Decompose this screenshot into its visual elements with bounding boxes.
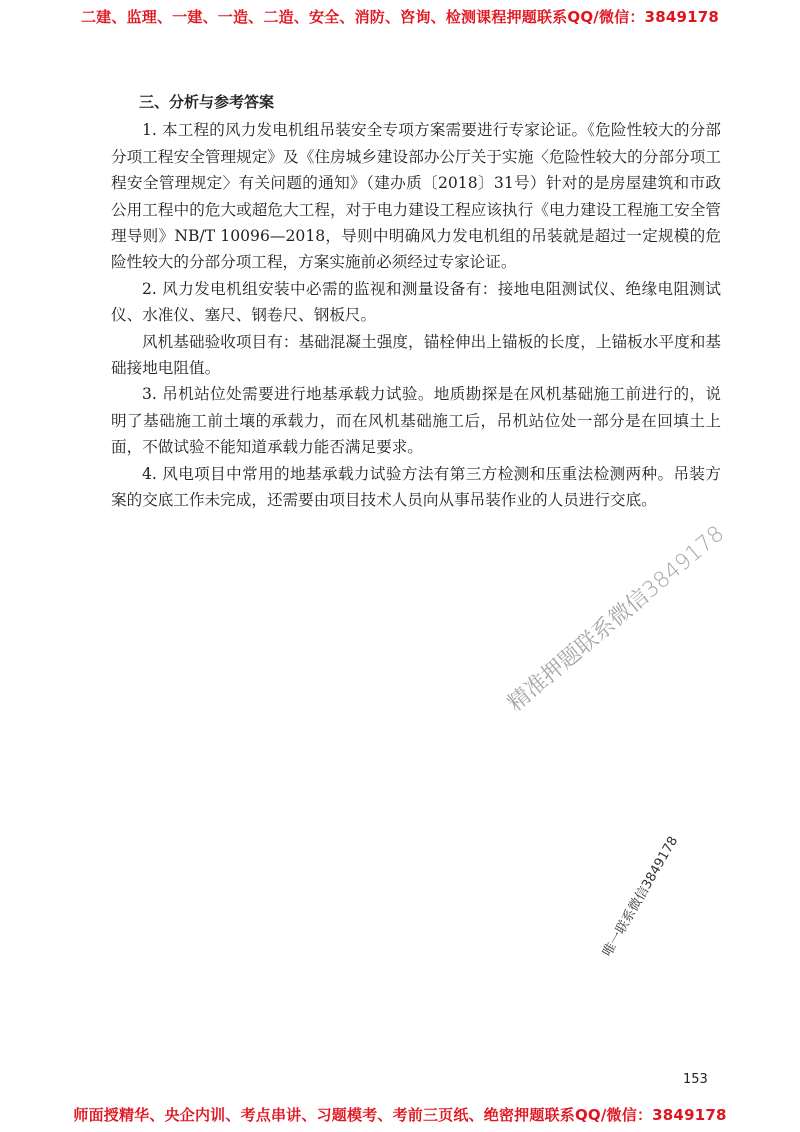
paragraph-2: 2. 风力发电机组安装中必需的监视和测量设备有：接地电阻测试仪、绝缘电阻测试仪、水准仪、塞尺、钢卷尺、钢板尺。 [111, 279, 721, 325]
paragraph-4: 3. 吊机站位处需要进行地基承载力试验。地质勘探是在风机基础施工前进行的，说明了基础施工前土壤的承载力，而在风机基础施工后，吊机站位处一部分是在回填土上面，不做试验不能知道承载力能否满足要求。 [111, 385, 721, 457]
footer-banner: 师面授精华、央企内训、考点串讲、习题模考、考前三页纸、绝密押题联系QQ/微信：3849178 [73, 1106, 727, 1124]
watermark-small: 唯一联系微信3849178 [600, 834, 682, 960]
paragraph-1: 1. 本工程的风力发电机组吊装安全专项方案需要进行专家论证。《危险性较大的分部分项工程安全管理规定》及《住房城乡建设部办公厅关于实施〈危险性较大的分部分项工程安全管理规定〉有关问题的通知》（建办质〔2018〕31号）针对的是房屋建筑和市政公用工程中的危大或超危大工程，对于电力建设工程应该执行《电力建设工程施工安全管理导则》NB/T 10096—2018，导则中明确风力发电机组的吊装就是超过一定规模的危险性较大的分部分项工程，方案实施前必须经过专家论证。 [111, 121, 721, 272]
answer-section [111, 89, 721, 514]
paragraph-3: 风机基础验收项目有：基础混凝土强度，锚栓伸出上锚板的长度，上锚板水平度和基础接地电阻值。 [111, 332, 721, 378]
watermark-large: 精准押题联系微信3849178 [503, 521, 730, 717]
header-banner: 二建、监理、一建、一造、二造、安全、消防、咨询、检测课程押题联系QQ/微信：3849178 [80, 8, 720, 26]
page-number: 153 [683, 1072, 708, 1087]
paragraph-5: 4. 风电项目中常用的地基承载力试验方法有第三方检测和压重法检测两种。吊装方案的交底工作未完成，还需要由项目技术人员向从事吊装作业的人员进行交底。 [111, 464, 721, 510]
section-title: 三、分析与参考答案 [139, 93, 275, 111]
